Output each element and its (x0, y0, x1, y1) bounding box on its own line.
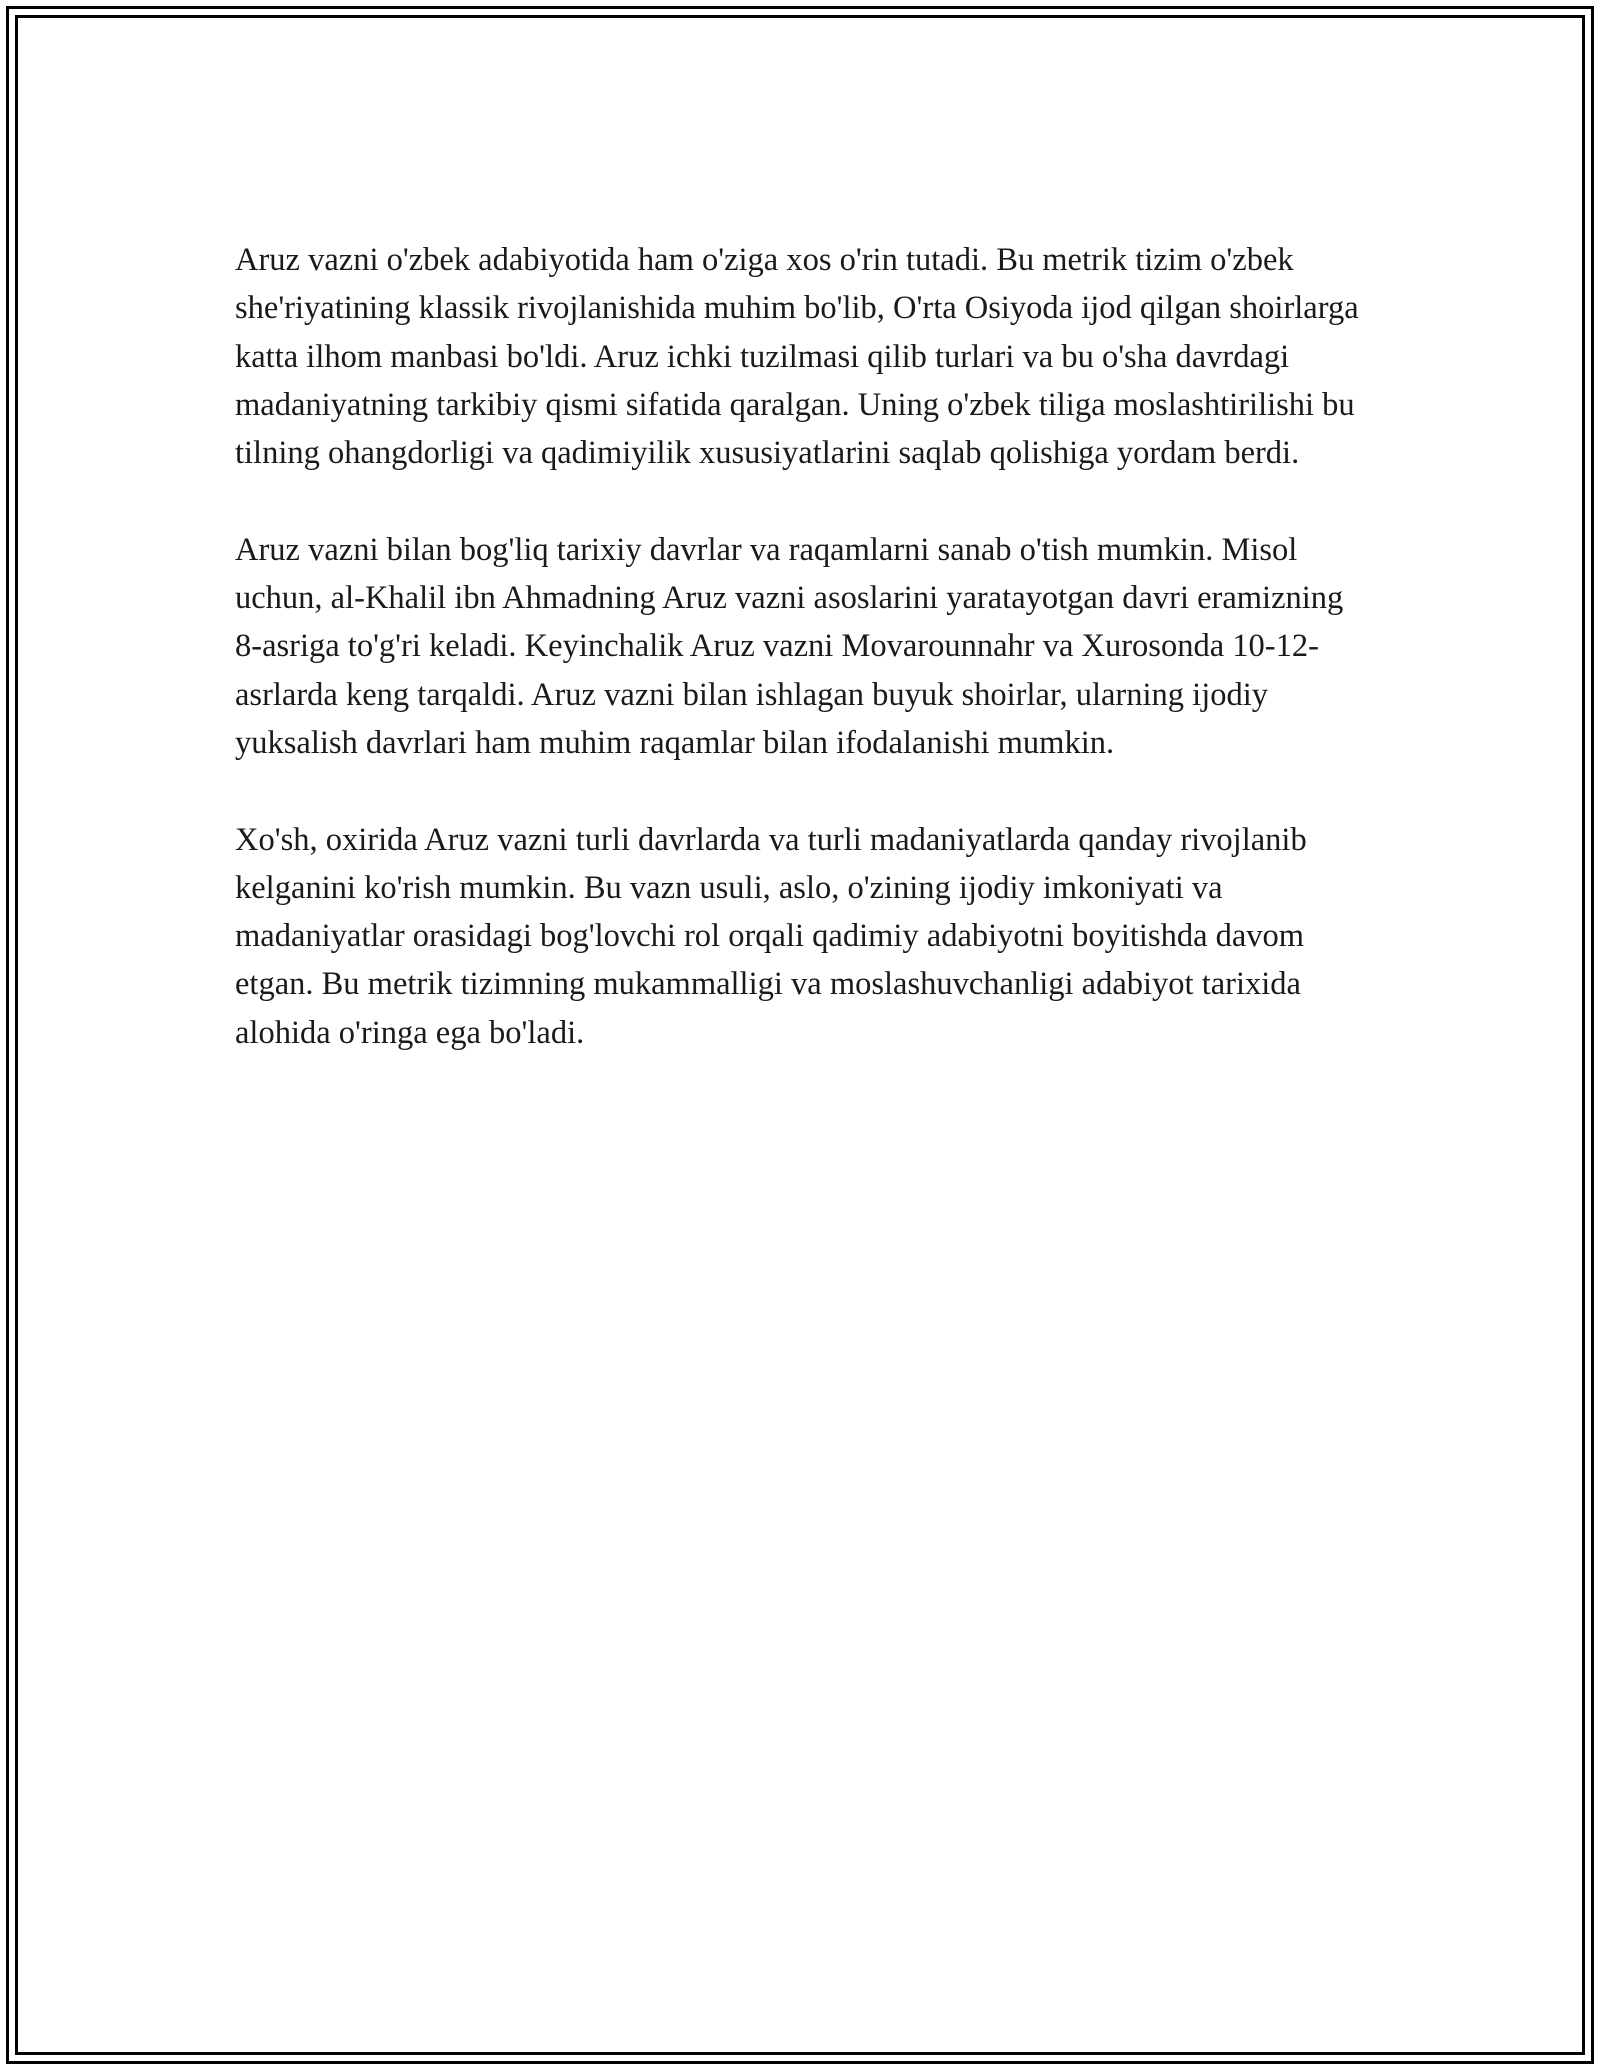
paragraph-3: Xo'sh, oxirida Aruz vazni turli davrlarda va turli madaniyatlarda qanday rivojlanib kelganini ko'rish mumkin. Bu vazn usuli, aslo, o'zining ijodiy imkoniyati va madaniyatlar orasidagi bog'lovchi rol orqali qadimiy adabiyotni boyitishda davom etgan. Bu metrik tizimning mukammalligi va moslashuvchanligi adabiyot tarixida alohida o'ringa ega bo'ladi. (235, 821, 1307, 1051)
paragraph-2: Aruz vazni bilan bog'liq tarixiy davrlar va raqamlarni sanab o'tish mumkin. Misol uchun, al-Khalil ibn Ahmadning Aruz vazni asoslarini yaratayotgan davri eramizning 8-asriga to'g'ri keladi. Keyinchalik Aruz vazni Movarounnahr va Xurosonda 10-12-asrlarda keng tarqaldi. Aruz vazni bilan ishlagan buyuk shoirlar, ularning ijodiy yuksalish davrlari ham muhim raqamlar bilan ifodalanishi mumkin. (235, 531, 1344, 761)
paragraph-1: Aruz vazni o'zbek adabiyotida ham o'ziga xos o'rin tutadi. Bu metrik tizim o'zbek she'riyatining klassik rivojlanishida muhim bo'lib, O'rta Osiyoda ijod qilgan shoirlarga katta ilhom manbasi bo'ldi. Aruz ichki tuzilmasi qilib turlari va bu o'sha davrdagi madaniyatning tarkibiy qismi sifatida qaralgan. Uning o'zbek tiliga moslashtirilishi bu tilning ohangdorligi va qadimiyilik xususiyatlarini saqlab qolishiga yordam berdi. (235, 242, 1359, 472)
document-body (235, 236, 1365, 1057)
